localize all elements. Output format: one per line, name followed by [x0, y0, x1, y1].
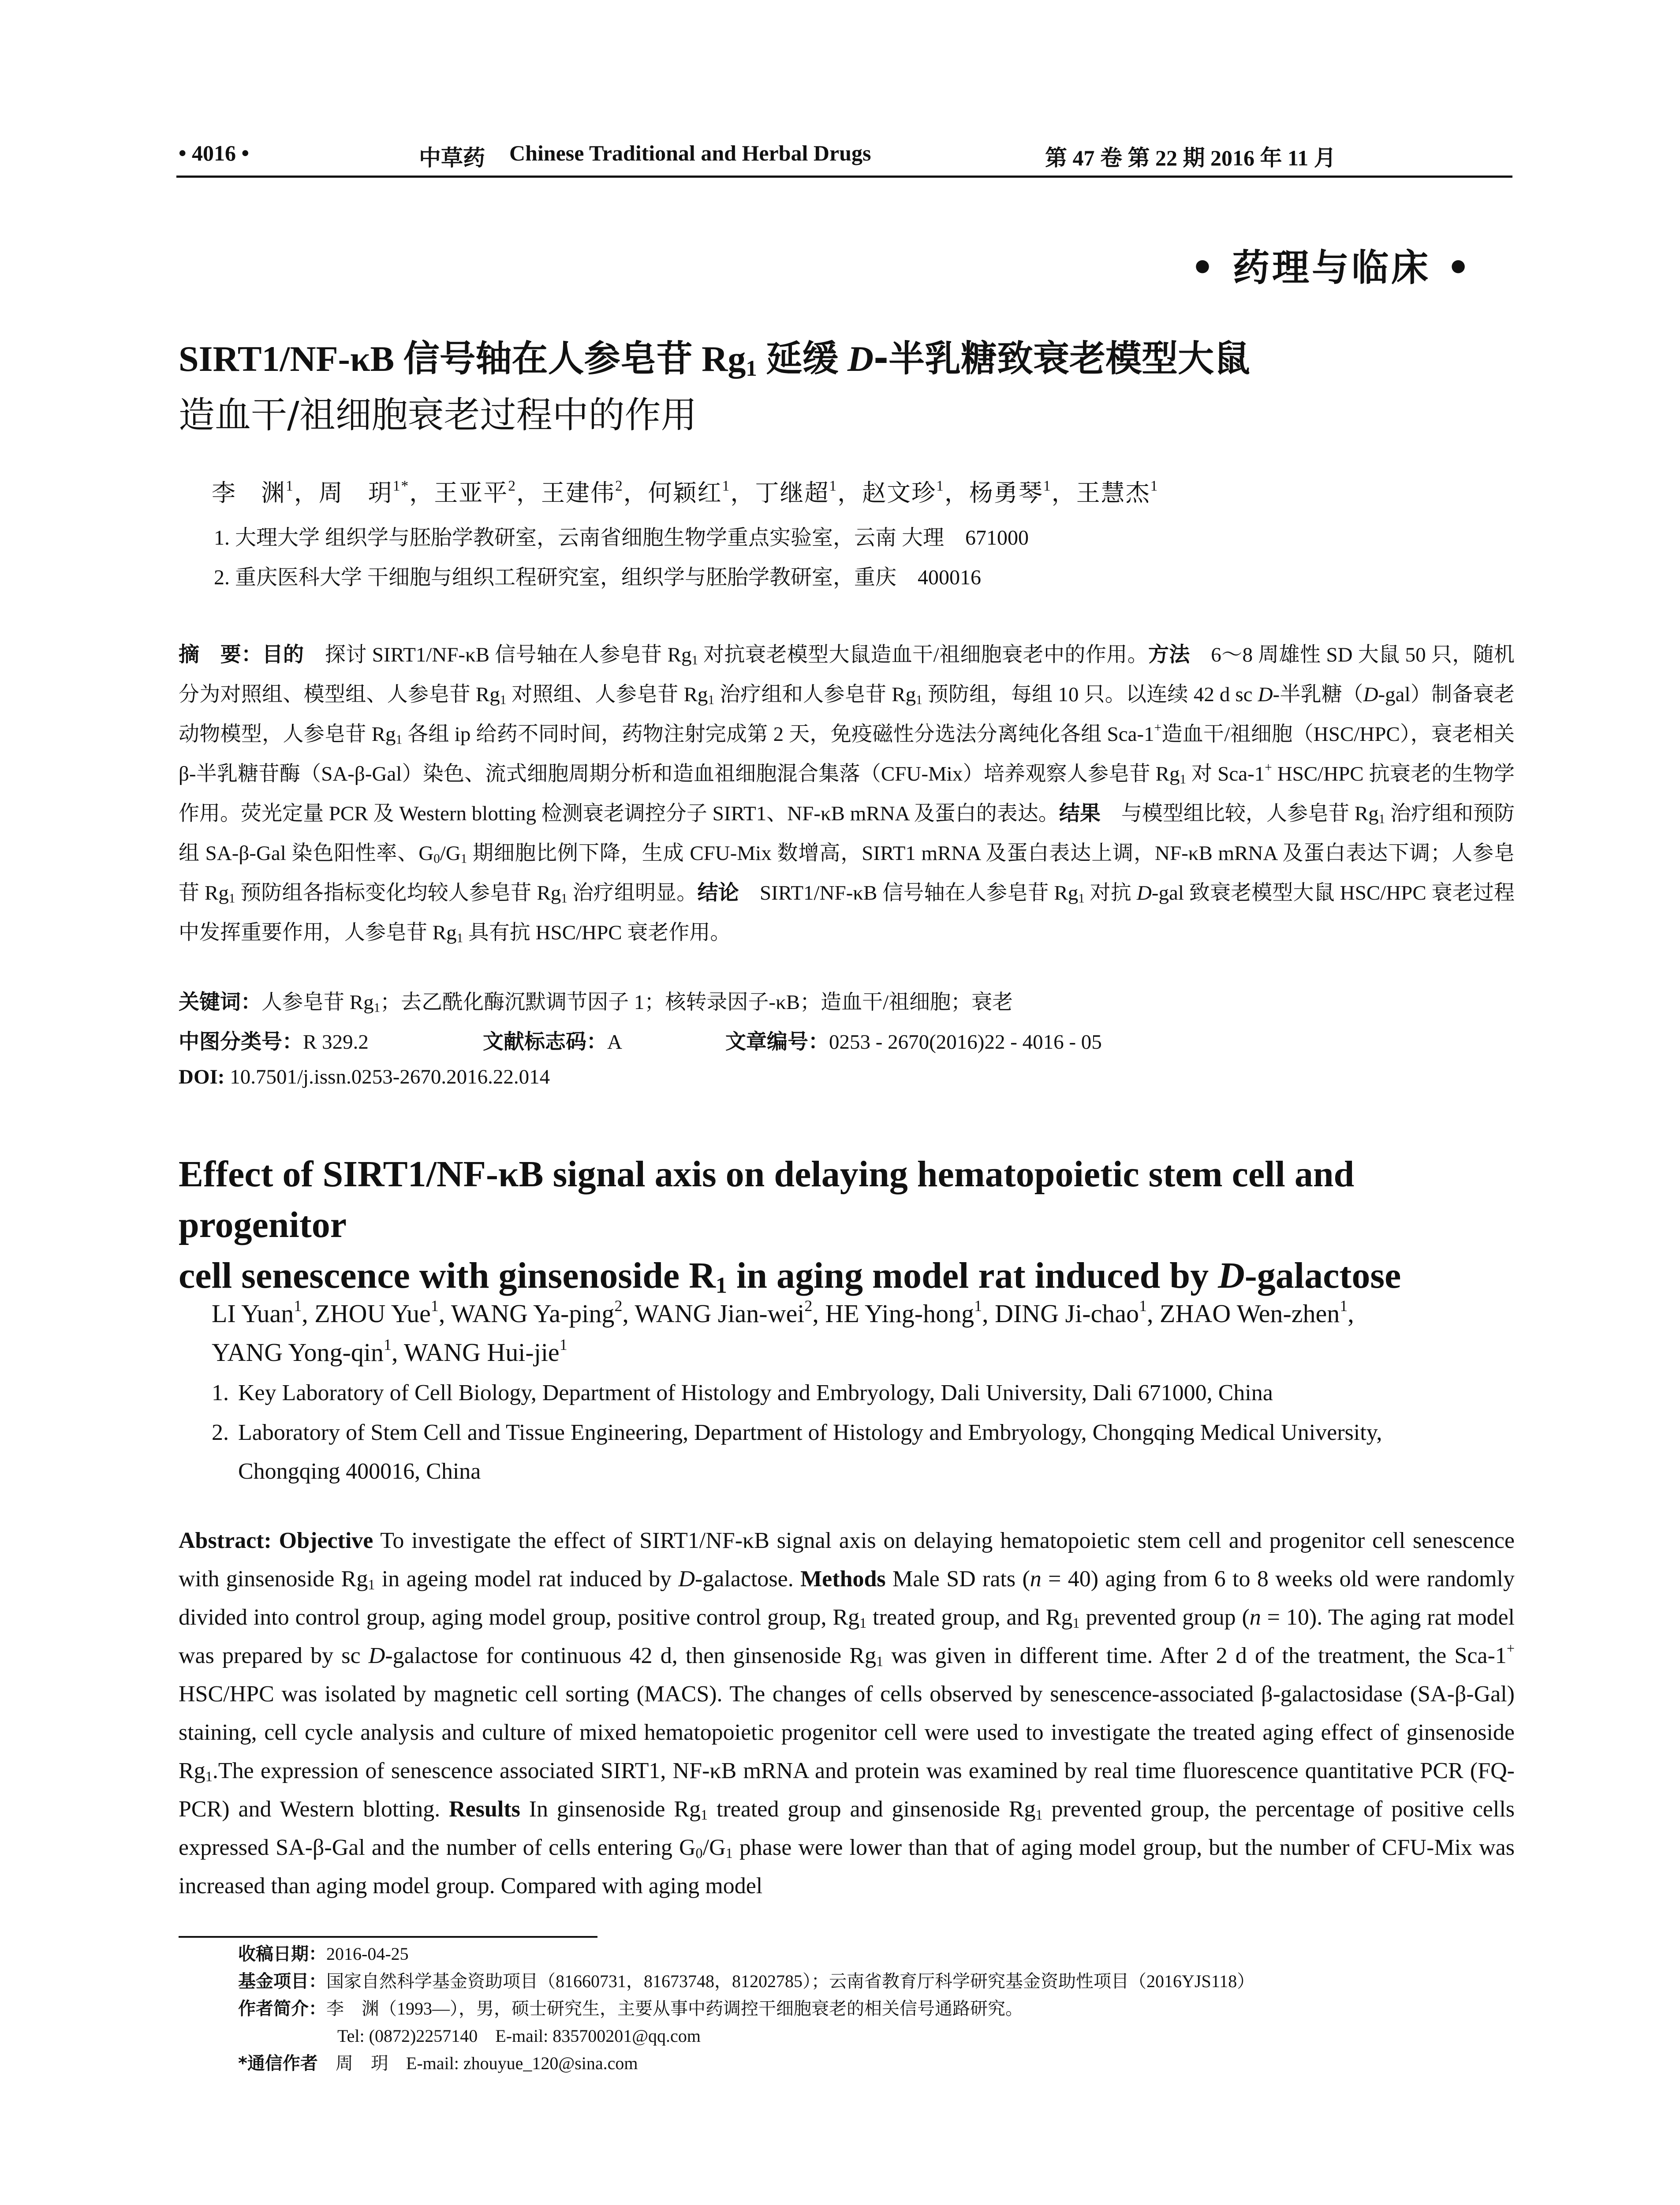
english-authors: LI Yuan$^1$, ZHOU Yue$^1$, WANG Ya-ping$^2$, WANG Jian-wei$^2$, HE Ying-hong$^1$, DING Ji-chao$^1$, ZHAO Wen-zhen$^1$, YANG Yong-qin$^1$, WANG Hui-jie$^1$ [212, 1297, 1354, 1367]
english-abstract: Abstract: Objective To investigate the effect of SIRT1/NF-κB signal axis on delaying hematopoietic stem cell and progenitor cell senescence with ginsenoside $Rg_1$ in ageing model rat induced by D-galactose. Methods Male SD rats (n = 40) aging from 6 to 8 weeks old were randomly divided into control group, aging model group, positive control group, $Rg_1$ treated group, and $Rg_1$ prevented group (n = 10). The aging rat model was prepared by sc D-galactose for continuous 42 d, then ginsenoside $Rg_1$ was given in different time. After 2 d of the treatment, the Sca-1+ HSC/HPC was isolated by magnetic cell sorting (MACS). The changes of cells observed by senescence-associated β-galactosidase (SA-β-Gal) staining, cell cycle analysis and culture of mixed hematopoietic progenitor cell were used to investigate the treated aging effect of ginsenoside $Rg_1.The$ expression of senescence associated SIRT1, NF-κB mRNA and protein was examined by real time fluorescence quantitative PCR (FQ-PCR) and Western blotting. Results In ginsenoside $Rg_1$ treated group and ginsenoside $Rg_1$ prevented group, the percentage of positive cells expressed SA-β-Gal and the number of cells entering $G_0/G_1$ phase were lower than that of aging model group, but the number of CFU-Mix was increased than aging model group. Compared with aging model [179, 1528, 1515, 1899]
footnote-corresponding: *通信作者 周 玥 E-mail: zhouyue_120@sina.com [238, 2053, 638, 2074]
classification-line [179, 1025, 1102, 1055]
english-title-line-1: Effect of SIRT1/NF-κB signal axis on delaying hematopoietic stem cell and progenitor [179, 1154, 1355, 1245]
chinese-abstract: 摘 要：目的 探讨 SIRT1/NF-κB 信号轴在人参皂苷 $Rg_1$ 对抗衰老模型大鼠造血干/祖细胞衰老中的作用。方法 6～8 周雄性 SD 大鼠 50 只，随机分为对照组、模型组、人参皂苷 $Rg_1$ 对照组、人参皂苷 $Rg_1$ 治疗组和人参皂苷 $Rg_1$ 预防组，每组 10 只。以连续 42 d sc D-半乳糖（D-gal）制备衰老动物模型，人参皂苷 $Rg_1$ 各组 ip 给药不同时间，药物注射完成第 2 天，免疫磁性分选法分离纯化各组 Sca-1+造血干/祖细胞（HSC/HPC），衰老相关 β-半乳糖苷酶（SA-β-Gal）染色、流式细胞周期分析和造血祖细胞混合集落（CFU-Mix）培养观察人参皂苷 $Rg_1$ 对 Sca-1+ HSC/HPC 抗衰老的生物学作用。荧光定量 PCR 及 Western blotting 检测衰老调控分子 SIRT1、NF-κB mRNA 及蛋白的表达。结果 与模型组比较，人参皂苷 $Rg_1$ 治疗组和预防组 SA-β-Gal 染色阳性率、$G_0/G_1$ 期细胞比例下降，生成 CFU-Mix 数增高，SIRT1 mRNA 及蛋白表达上调，NF-κB mRNA 及蛋白表达下调；人参皂苷 $Rg_1$ 预防组各指标变化均较人参皂苷 $Rg_1$ 治疗组明显。结论 SIRT1/NF-κB 信号轴在人参皂苷 $Rg_1$ 对抗 D-gal 致衰老模型大鼠 HSC/HPC 衰老过程中发挥重要作用，人参皂苷 $Rg_1$ 具有抗 HSC/HPC 衰老作用。 [179, 643, 1515, 946]
footnote-received: 收稿日期：2016-04-25 [238, 1944, 409, 1964]
page-number: • 4016 • [179, 141, 250, 165]
running-header [179, 140, 1515, 171]
chinese-authors: 李 渊$^1$，周 玥$^{1*}$，王亚平$^2$，王建伟$^2$，何颖红$^1$，丁继超$^1$，赵文珍$^1$，杨勇琴$^1$，王慧杰$^1$ [212, 478, 1159, 506]
journal-issue: 第 47 卷 第 22 期 2016 年 11 月 [1045, 146, 1336, 170]
chinese-affiliation-2: 2. 重庆医科大学 干细胞与组织工程研究室，组织学与胚胎学教研室，重庆 400016 [214, 566, 982, 589]
journal-name-en: Chinese Traditional and Herbal Drugs [509, 141, 871, 165]
section-tag: • 药理与临床 • [1191, 246, 1473, 289]
doi-line: DOI: 10.7501/j.issn.0253-2670.2016.22.014 [179, 1065, 550, 1088]
article-number: 文章编号：0253 - 2670(2016)22 - 4016 - 05 [725, 1030, 1102, 1054]
footnote-fund: 基金项目：国家自然科学基金资助项目（81660731，81673748，81202785）；云南省教育厅科学研究基金资助性项目（2016YJS118） [238, 1971, 1255, 1992]
english-title-line-2: cell senescence with ginsenoside $R_1$ in aging model rat induced by D-galactose [179, 1255, 1401, 1298]
english-affiliation-1: 1. Key Laboratory of Cell Biology, Department of Histology and Embryology, Dali University, Dali 671000, China [212, 1380, 1273, 1405]
footnote-rule [179, 1936, 597, 1938]
english-affiliation-2: 2. Laboratory of Stem Cell and Tissue Engineering, Department of Histology and Embryology, Chongqing Medical University, Chongqing 400016, China [212, 1420, 1382, 1484]
keywords: 关键词：人参皂苷 $Rg_1$；去乙酰化酶沉默调节因子 1；核转录因子-κB；造血干/祖细胞；衰老 [179, 990, 1013, 1015]
clc: 中图分类号：R 329.2 [179, 1030, 369, 1054]
chinese-affiliation-1: 1. 大理大学 组织学与胚胎学教研室，云南省细胞生物学重点实验室，云南 大理 671000 [214, 526, 1029, 549]
chinese-title-line-1: SIRT1/NF-κB 信号轴在人参皂苷 $Rg_1$ 延缓 D-半乳糖致衰老模型大鼠 [179, 338, 1251, 381]
journal-name-cn: 中草药 [419, 145, 485, 171]
chinese-title [179, 331, 1515, 444]
footnote-author: 作者简介：李 渊（1993—），男，硕士研究生，主要从事中药调控干细胞衰老的相关信号通路研究。 [238, 1999, 1023, 2019]
header-rule [176, 176, 1512, 178]
footnotes [238, 1940, 1517, 2077]
english-title [179, 1149, 1515, 1301]
document-code: 文献标志码：A [483, 1030, 622, 1054]
chinese-title-line-2: 造血干/祖细胞衰老过程中的作用 [179, 394, 697, 436]
footnote-author-contact: Tel: (0872)2257140 E-mail: 835700201@qq.com [337, 2026, 701, 2046]
